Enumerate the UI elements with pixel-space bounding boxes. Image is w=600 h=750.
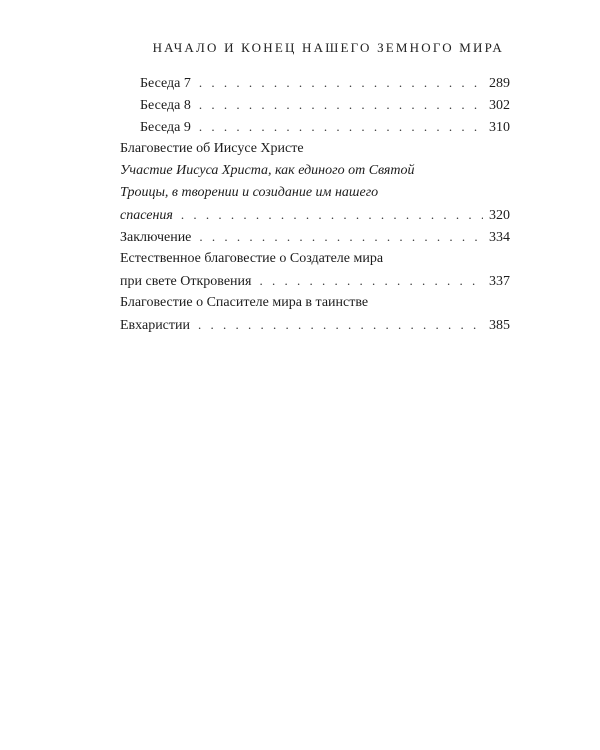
toc-entry-label: Троицы, в творении и созидание им нашего (120, 185, 379, 200)
toc-entry-beseda-7 (120, 72, 510, 94)
table-of-contents (120, 72, 510, 336)
toc-entry-label: Евхаристии (120, 318, 190, 333)
toc-entry-label: спасения (120, 208, 173, 223)
toc-entry-zaklyuchenie (120, 226, 510, 248)
toc-page-number: 320 (489, 208, 510, 223)
dot-leader (259, 270, 483, 292)
toc-entry-uchastie-line-2 (120, 182, 510, 204)
toc-entry-estestvennoe-line-1 (120, 248, 510, 270)
dot-leader (199, 72, 483, 94)
toc-section-label: Благовестие об Иисусе Христе (120, 141, 304, 156)
dot-leader (198, 314, 483, 336)
toc-page-number: 385 (489, 318, 510, 333)
toc-entry-beseda-9 (120, 116, 510, 138)
toc-entry-evharistiya-line-2 (120, 314, 510, 336)
toc-page-number: 310 (489, 120, 510, 135)
dot-leader (199, 226, 483, 248)
toc-page-number: 302 (489, 98, 510, 113)
toc-entry-label: Беседа 9 (140, 120, 191, 135)
toc-section-heading (120, 138, 510, 160)
toc-entry-estestvennoe-line-2 (120, 270, 510, 292)
toc-page-number: 334 (489, 230, 510, 245)
toc-entry-label: Беседа 7 (140, 76, 191, 91)
toc-entry-evharistiya-line-1 (120, 292, 510, 314)
toc-entry-label: Заключение (120, 230, 192, 245)
dot-leader (199, 116, 483, 138)
toc-page-number: 337 (489, 274, 510, 289)
toc-page-number: 289 (489, 76, 510, 91)
toc-entry-label: Естественное благовестие о Создателе мира (120, 251, 384, 266)
dot-leader (181, 204, 483, 226)
toc-entry-uchastie-line-1 (120, 160, 510, 182)
toc-entry-label: Беседа 8 (140, 98, 191, 113)
running-header: НАЧАЛО И КОНЕЦ НАШЕГО ЗЕМНОГО МИРА (152, 40, 504, 55)
toc-entry-label: Благовестие о Спасителе мира в таинстве (120, 295, 369, 310)
toc-entry-beseda-8 (120, 94, 510, 116)
toc-entry-label: при свете Откровения (120, 274, 252, 289)
toc-entry-uchastie-line-3 (120, 204, 510, 226)
dot-leader (199, 94, 483, 116)
toc-entry-label: Участие Иисуса Христа, как единого от Святой (120, 163, 415, 178)
